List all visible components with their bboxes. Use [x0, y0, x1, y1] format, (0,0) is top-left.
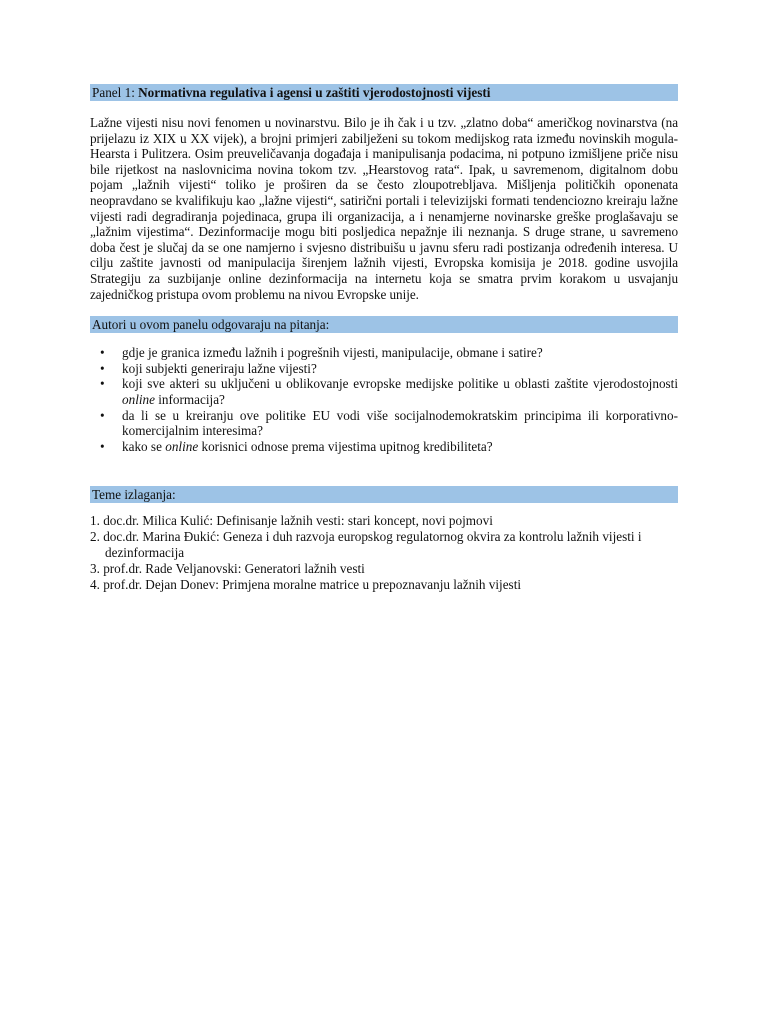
- intro-paragraph: Lažne vijesti nisu novi fenomen u novinarstvu. Bilo je ih čak i u tzv. „zlatno doba“ američkog novinarstva (na prijelazu iz XIX u XX vijek), a brojni primjeri zabilježeni su tokom medijskog rata između novinskih mogula- Hearsta i Pulitzera. Osim preuveličavanja događaja i manipulisanja podacima, ni potpuno izmišljene priče nisu bile rijetkost na naslovnicima novina tokom tzv. „Hearstovog rata“. Ipak, u savremenom, digitalnom dobu pojam „lažnih vijesti“ toliko je proširen da se često zloupotrebljava. Mišljenja političkih oponenata neopravdano se kvalifikuju kao „lažne vijesti“, satirični portali i televizijski formati tendenciozno kreiraju lažne vijesti radi degradiranja pojedinaca, grupa ili organizacija, a i nenamjerne novinarske greške proglašavaju se „lažnim vijestima“. Dezinformacije mogu biti posljedica nepažnje ili neznanja. S druge strane, u savremeno doba čest je slučaj da se one namjerno i svjesno distribuišu u javnu sferu radi postizanja određenih interesa. U cilju zaštite javnosti od manipulacija širenjem lažnih vijesti, Evropska komisija je 2018. godine usvojila Strategiju za suzbijanje online dezinformacija na internetu koja se smatra prvim korakom u usvajanju zajedničkog pristupa ovom problemu na nivou Evropske unije.: [90, 115, 678, 302]
- panel-label: Panel 1:: [92, 85, 135, 100]
- bullet-icon: •: [100, 438, 105, 454]
- bullet-icon: •: [100, 376, 105, 392]
- topics-list: [90, 513, 678, 593]
- list-item: • koji subjekti generiraju lažne vijesti?: [100, 360, 317, 376]
- topics-header: Teme izlaganja:: [90, 486, 678, 503]
- list-item: 4. prof.dr. Dejan Donev: Primjena moralne matrice u prepoznavanju lažnih vijesti: [90, 577, 522, 593]
- panel-title-bar: [90, 84, 678, 101]
- document-page: [90, 84, 678, 593]
- list-item: • kako se online korisnici odnose prema vijestima upitnog kredibiliteta?: [100, 438, 493, 454]
- bullet-icon: •: [100, 360, 105, 376]
- list-item: 2. doc.dr. Marina Đukić: Geneza i duh razvoja europskog regulatornog okvira za kontrolu lažnih vijesti i dezinformacija: [90, 529, 642, 561]
- questions-header: Autori u ovom panelu odgovaraju na pitanja:: [90, 316, 678, 333]
- list-item: • koji sve akteri su uključeni u oblikovanje evropske medijske politike u oblasti zaštite vjerodostojnosti online informacija?: [100, 376, 678, 407]
- list-item: 1. doc.dr. Milica Kulić: Definisanje lažnih vesti: stari koncept, novi pojmovi: [90, 513, 493, 529]
- bullet-icon: •: [100, 345, 105, 361]
- questions-list: [90, 345, 678, 454]
- list-item: • gdje je granica između lažnih i pogrešnih vijesti, manipulacije, obmane i satire?: [100, 345, 543, 361]
- bullet-icon: •: [100, 407, 105, 423]
- list-item: • da li se u kreiranju ove politike EU vodi više socijalnodemokratskim principima ili korporativno-komercijalnim interesima?: [100, 407, 678, 439]
- list-item: 3. prof.dr. Rade Veljanovski: Generatori lažnih vesti: [90, 561, 365, 577]
- panel-title: Normativna regulativa i agensi u zaštiti vjerodostojnosti vijesti: [138, 85, 491, 100]
